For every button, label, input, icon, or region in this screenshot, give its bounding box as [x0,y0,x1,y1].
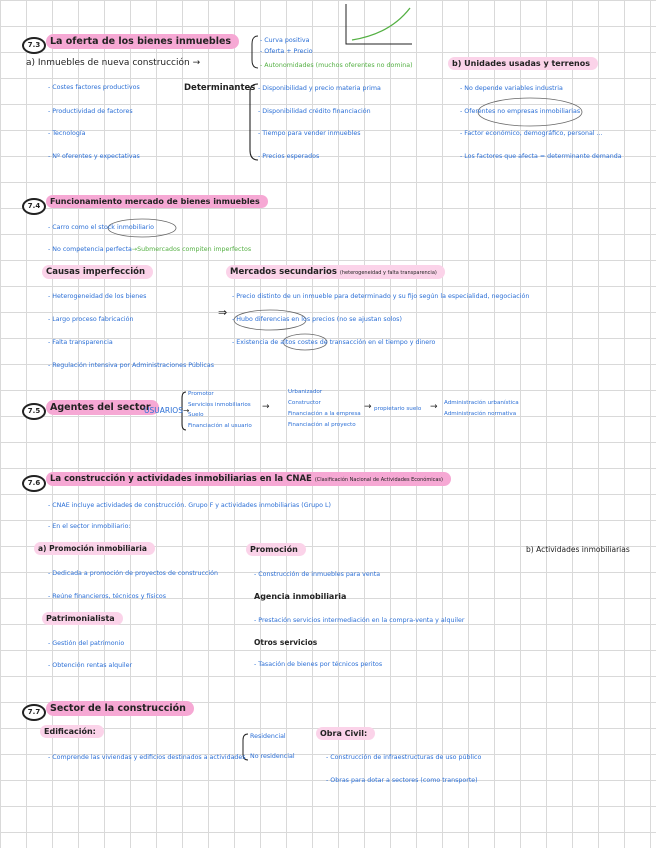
usuarios-arrow: → [182,406,190,415]
mercados-item-2: - Hubo diferencias en los precios (no se ajustan solos) [232,316,402,323]
agents-arrow-3: → [430,402,438,412]
right-item-3: - Tiempo para vender inmuebles [258,130,361,137]
agent-mid: propietario suelo [374,406,422,412]
subsection-title-b: b) Unidades usadas y terrenos [448,57,598,70]
section-title-7-7: Sector de la construcción [46,701,194,716]
promocion-inmob-title: a) Promoción inmobiliaria [34,542,155,555]
determinantes-label: Determinantes [184,83,256,93]
patr-item-1: - Gestión del patrimonio [48,640,125,647]
section-title-7-4: Funcionamiento mercado de bienes inmuebles [46,195,268,208]
promocion-inmob-item-2: - Reúne financieros, técnicos y físicos [48,593,167,600]
implies-arrow: ⇒ [218,306,228,319]
otros-item-1: - Tasación de bienes por técnicos peritos [254,661,383,668]
s74-item-2 [48,246,251,253]
agent-col1-4: Financiación al usuario [188,423,252,429]
mercados-item-3: - Existencia de altos costes de transacción en el tiempo y dinero [232,339,436,346]
agencia-item-1: - Prestación servicios intermediación en la compra-venta y alquiler [254,617,465,624]
left-item-3: - Tecnología [48,130,86,137]
promocion-title: Promoción [246,543,306,556]
subsection-title-a-text: a) Inmuebles de nueva construcción [26,58,190,68]
right-item-1: - Disponibilidad y precio materia prima [258,85,381,92]
section-title-7-6-text: La construcción y actividades inmobiliarias en la CNAE [50,474,312,484]
section-title-7-5: Agentes del sector [46,400,159,415]
mercados-title-text: Mercados secundarios [230,267,337,277]
b-item-3: - Factor económico, demográfico, personal ... [460,130,603,137]
edif-type-2: No residencial [250,753,295,760]
section-title-7-6 [46,472,451,486]
left-item-1: - Costes factores productivos [48,84,140,91]
s76-item-2: - En el sector inmobiliario: [48,523,131,530]
b-item-1: - No depende variables industria [460,85,563,92]
arrow: → [192,58,201,68]
causas-item-1: - Heterogeneidad de los bienes [48,293,147,300]
b-item-2: - Oferentes no empresas inmobiliarias [460,108,581,115]
right-item-2: - Disponibilidad crédito financiación [258,108,371,115]
section-number-7-3: 7.3 [22,37,46,54]
agent-col2-2: Constructor [288,400,321,406]
obra-item-2: - Obras para dotar a sectores (como transporte) [326,777,478,784]
agents-arrow-2: → [364,402,372,412]
autonomy-note: - Autonomidades (muchos oferentes no domina) [260,62,413,69]
left-item-2: - Productividad de factores [48,108,133,115]
causas-item-4: - Regulación intensiva por Administraciones Públicas [48,362,215,369]
b-item-4: - Los factores que afecta = determinante demanda [460,153,622,160]
s76-item-1: - CNAE incluye actividades de construcción. Grupo F y actividades inmobiliarias (Grupo L) [48,502,331,509]
agent-col1-3: Suelo [188,412,204,418]
agent-col3-2: Administración normativa [444,411,517,417]
curve-item-2: - Oferta + Precio [260,48,313,55]
promocion-inmob-item-1: - Dedicada a promoción de proyectos de construcción [48,570,218,577]
s74-item-2-text: - No competencia perfecta [48,246,132,253]
patr-item-2: - Obtención rentas alquiler [48,662,133,669]
agent-col1-2: Servicios inmobiliarios [188,402,251,408]
actividades-inmob-title: b) Actividades inmobiliarias [526,545,630,554]
patrimonialista-title: Patrimonialista [42,612,123,625]
section-title-7-3: La oferta de los bienes inmuebles [46,34,239,49]
otros-title: Otros servicios [254,638,318,647]
mercados-title [226,265,445,279]
usuarios-label [144,406,189,415]
right-item-4: - Precios esperados [258,153,320,160]
section-number-7-6: 7.6 [22,475,46,492]
obra-civil-title: Obra Civil: [316,727,375,740]
agent-col2-3: Financiación a la empresa [288,411,361,417]
subsection-title-a [26,58,200,68]
section-subtitle-7-6: (Clasificación Nacional de Actividades Económicas) [314,477,443,483]
s74-arrow-note: →Submercados compiten imperfectos [131,246,252,253]
agent-col2-4: Financiación al proyecto [288,422,356,428]
brace-curve [252,36,258,68]
edif-type-1: Residencial [250,733,286,740]
mercados-note: (heterogeneidad y falta transparencia) [339,270,437,276]
agencia-title: Agencia inmobiliaria [254,592,347,601]
left-item-4: - Nº oferentes y expectativas [48,153,140,160]
section-number-7-5: 7.5 [22,403,46,420]
supply-curve-sketch [346,4,412,44]
obra-item-1: - Construcción de infraestructuras de uso público [326,754,482,761]
agents-arrow-1: → [262,402,270,412]
s74-item-1: - Carro como el stock inmobiliario [48,224,154,231]
promocion-item-1: - Construcción de inmuebles para venta [254,571,381,578]
agent-col1-1: Promotor [188,391,214,397]
curve-item-1: - Curva positiva [260,37,310,44]
agent-col2-1: Urbanizador [288,389,323,395]
causas-title: Causas imperfección [42,265,153,279]
mercados-item-1: - Precio distinto de un inmueble para determinado y su fijo según la especialidad, negociación [232,293,530,300]
edificacion-item: - Comprende las viviendas y edificios destinados a actividades [48,754,246,761]
causas-item-2: - Largo proceso fabricación [48,316,134,323]
causas-item-3: - Falta transparencia [48,339,113,346]
section-number-7-4: 7.4 [22,198,46,215]
section-number-7-7: 7.7 [22,704,46,721]
agent-col3-1: Administración urbanística [444,400,519,406]
brace-determinantes [250,84,258,160]
edificacion-title: Edificación: [40,725,104,738]
usuarios-text: USUARIOS [144,406,183,415]
